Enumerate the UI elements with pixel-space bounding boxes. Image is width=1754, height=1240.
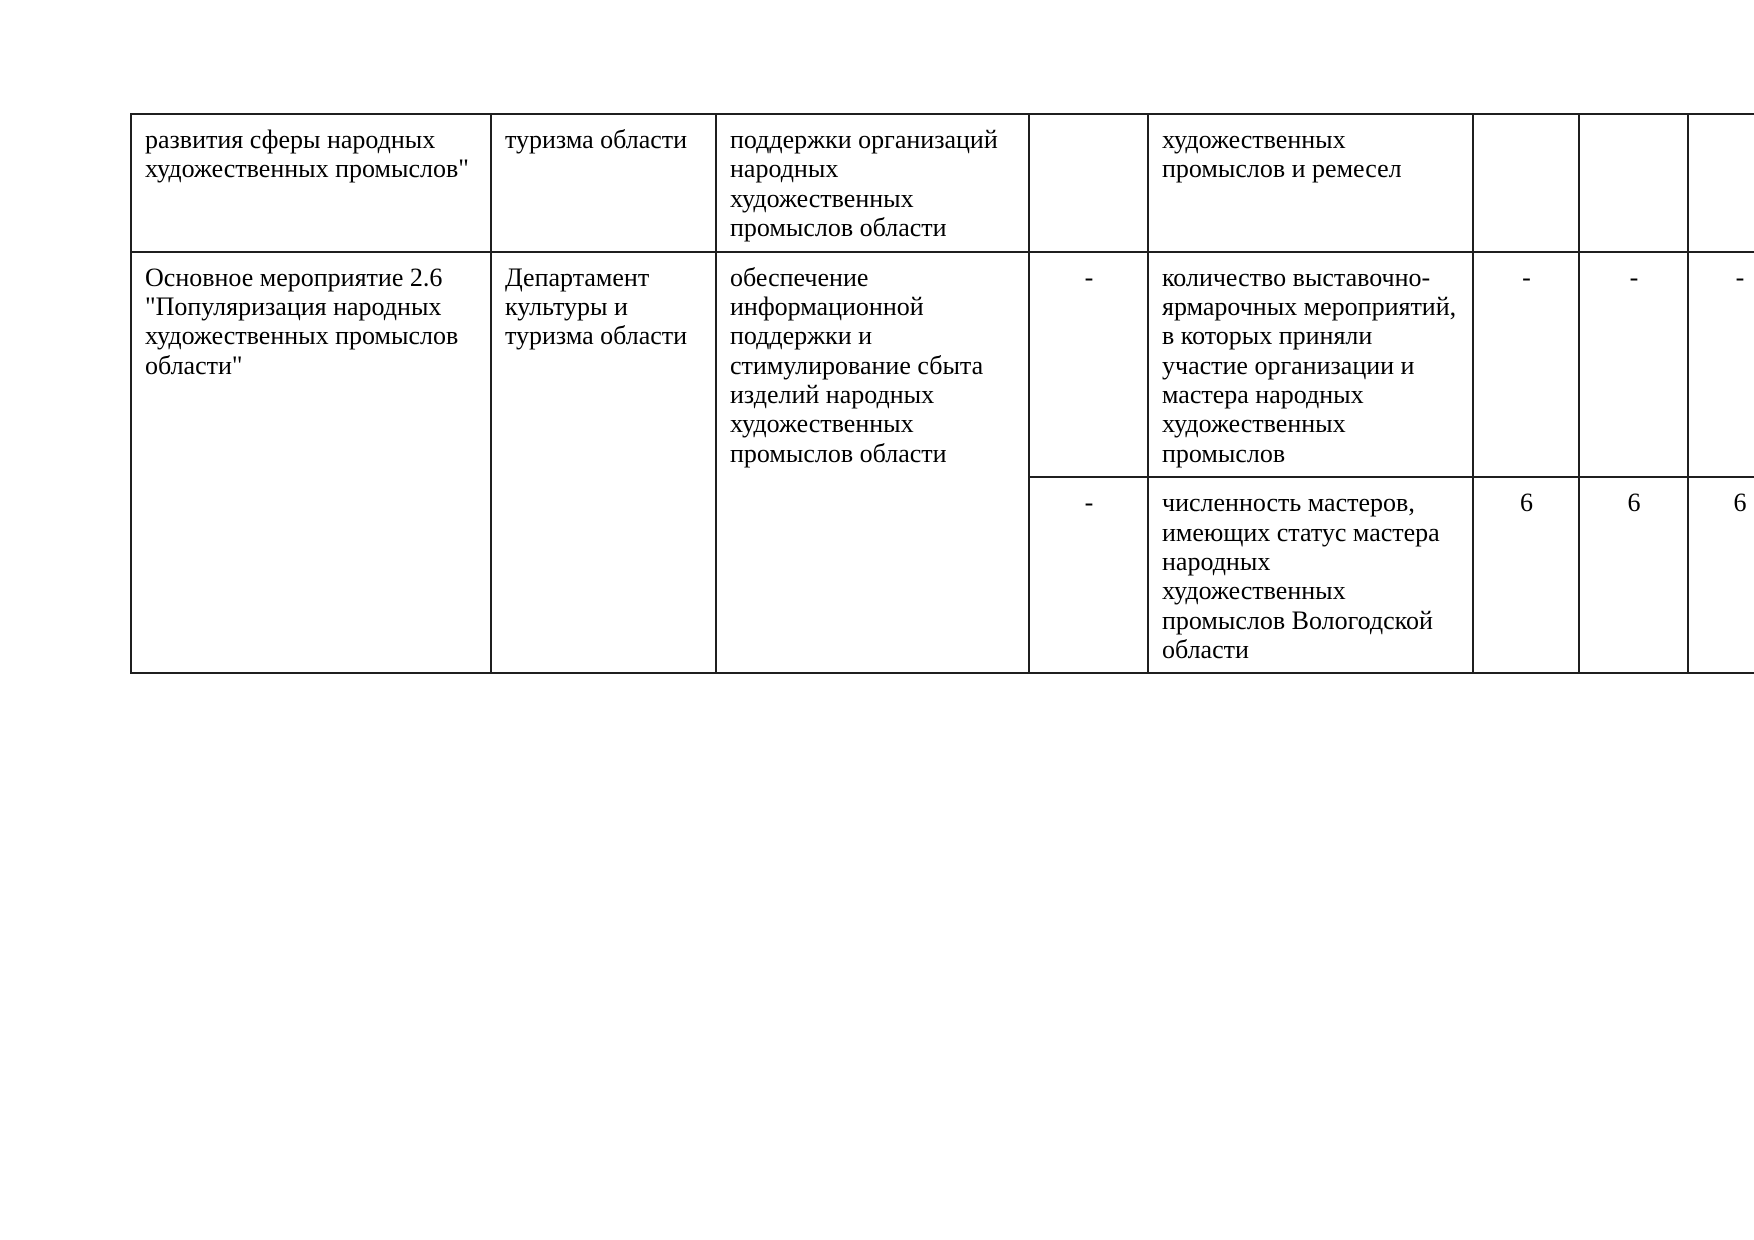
goal-cell: обеспечение информационной поддержки и стимулирование сбыта изделий народных художественных промыслов области <box>716 252 1029 674</box>
executor-cell: туризма области <box>491 114 716 252</box>
empty-cell <box>1029 114 1148 252</box>
empty-value-cell <box>1579 114 1688 252</box>
measure-cell: Основное мероприятие 2.6 "Популяризация народных художественных промыслов области" <box>131 252 491 674</box>
table-row-measure-2-6 <box>131 252 1754 478</box>
indicator-cell: художественных промыслов и ремесел <box>1148 114 1473 252</box>
measure-cell: развития сферы народных художественных промыслов" <box>131 114 491 252</box>
executor-cell: Департамент культуры и туризма области <box>491 252 716 674</box>
dash-cell: - <box>1029 252 1148 478</box>
program-measures-table <box>130 113 1754 674</box>
value-cell-year1: - <box>1473 252 1579 478</box>
indicator-cell: количество выставочно-ярмарочных мероприятий, в которых приняли участие организации и мастера народных художественных промыслов <box>1148 252 1473 478</box>
empty-value-cell <box>1688 114 1754 252</box>
value-cell-year2: 6 <box>1579 477 1688 673</box>
table-row-continuation <box>131 114 1754 252</box>
goal-cell: поддержки организаций народных художественных промыслов области <box>716 114 1029 252</box>
value-cell-year3: 6 <box>1688 477 1754 673</box>
value-cell-year1: 6 <box>1473 477 1579 673</box>
value-cell-year3: - <box>1688 252 1754 478</box>
dash-cell: - <box>1029 477 1148 673</box>
indicator-cell: численность мастеров, имеющих статус мастера народных художественных промыслов Вологодской области <box>1148 477 1473 673</box>
empty-value-cell <box>1473 114 1579 252</box>
value-cell-year2: - <box>1579 252 1688 478</box>
